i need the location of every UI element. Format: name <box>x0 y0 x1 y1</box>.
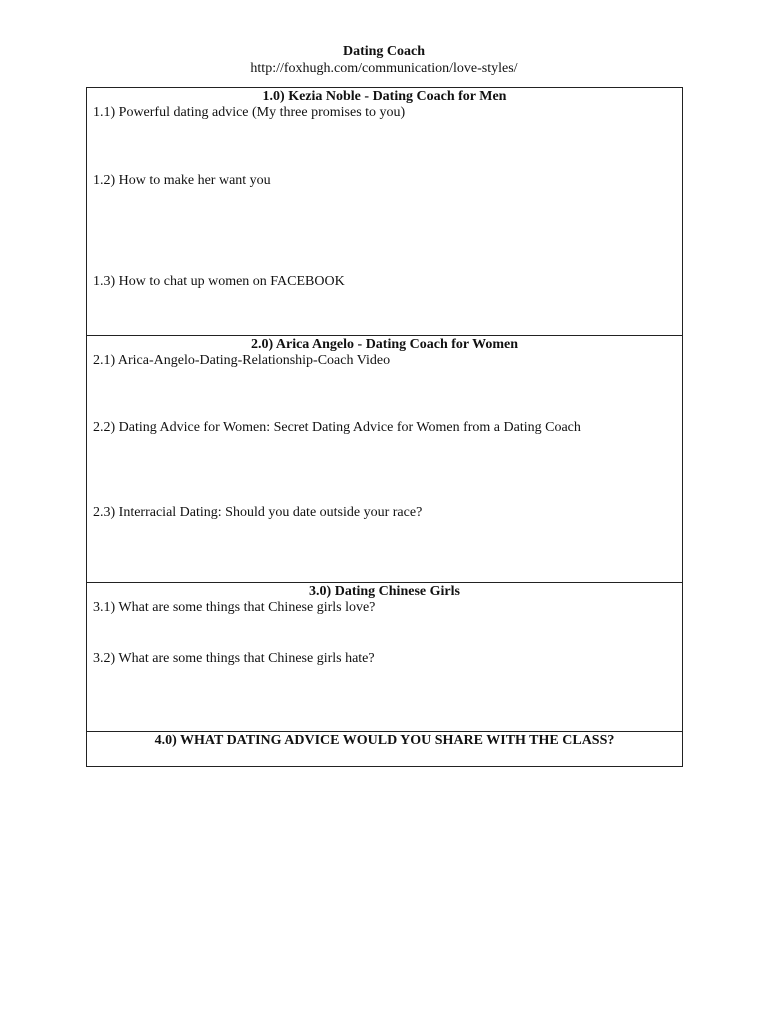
section-arica-angelo <box>87 335 682 582</box>
question-item: 1.1) Powerful dating advice (My three promises to you) <box>93 105 406 120</box>
section-heading: 2.0) Arica Angelo - Dating Coach for Women <box>250 337 519 352</box>
question-item: 1.3) How to chat up women on FACEBOOK <box>93 274 345 289</box>
worksheet-table <box>86 87 683 767</box>
question-item: 2.2) Dating Advice for Women: Secret Dating Advice for Women from a Dating Coach <box>93 420 581 435</box>
question-item: 2.1) Arica-Angelo-Dating-Relationship-Coach Video <box>93 353 391 368</box>
section-kezia-noble <box>87 88 682 335</box>
question-item: 3.2) What are some things that Chinese girls hate? <box>93 651 375 666</box>
section-heading: 4.0) WHAT DATING ADVICE WOULD YOU SHARE WITH THE CLASS? <box>154 733 615 748</box>
section-class-advice <box>87 731 682 767</box>
question-item: 3.1) What are some things that Chinese girls love? <box>93 600 376 615</box>
question-item: 1.2) How to make her want you <box>93 173 271 188</box>
section-heading: 3.0) Dating Chinese Girls <box>309 584 460 599</box>
section-chinese-girls <box>87 582 682 731</box>
document-title: Dating Coach <box>342 44 426 59</box>
question-item: 2.3) Interracial Dating: Should you date outside your race? <box>93 505 423 520</box>
source-url: http://foxhugh.com/communication/love-styles/ <box>250 61 518 76</box>
section-heading: 1.0) Kezia Noble - Dating Coach for Men <box>262 89 507 104</box>
